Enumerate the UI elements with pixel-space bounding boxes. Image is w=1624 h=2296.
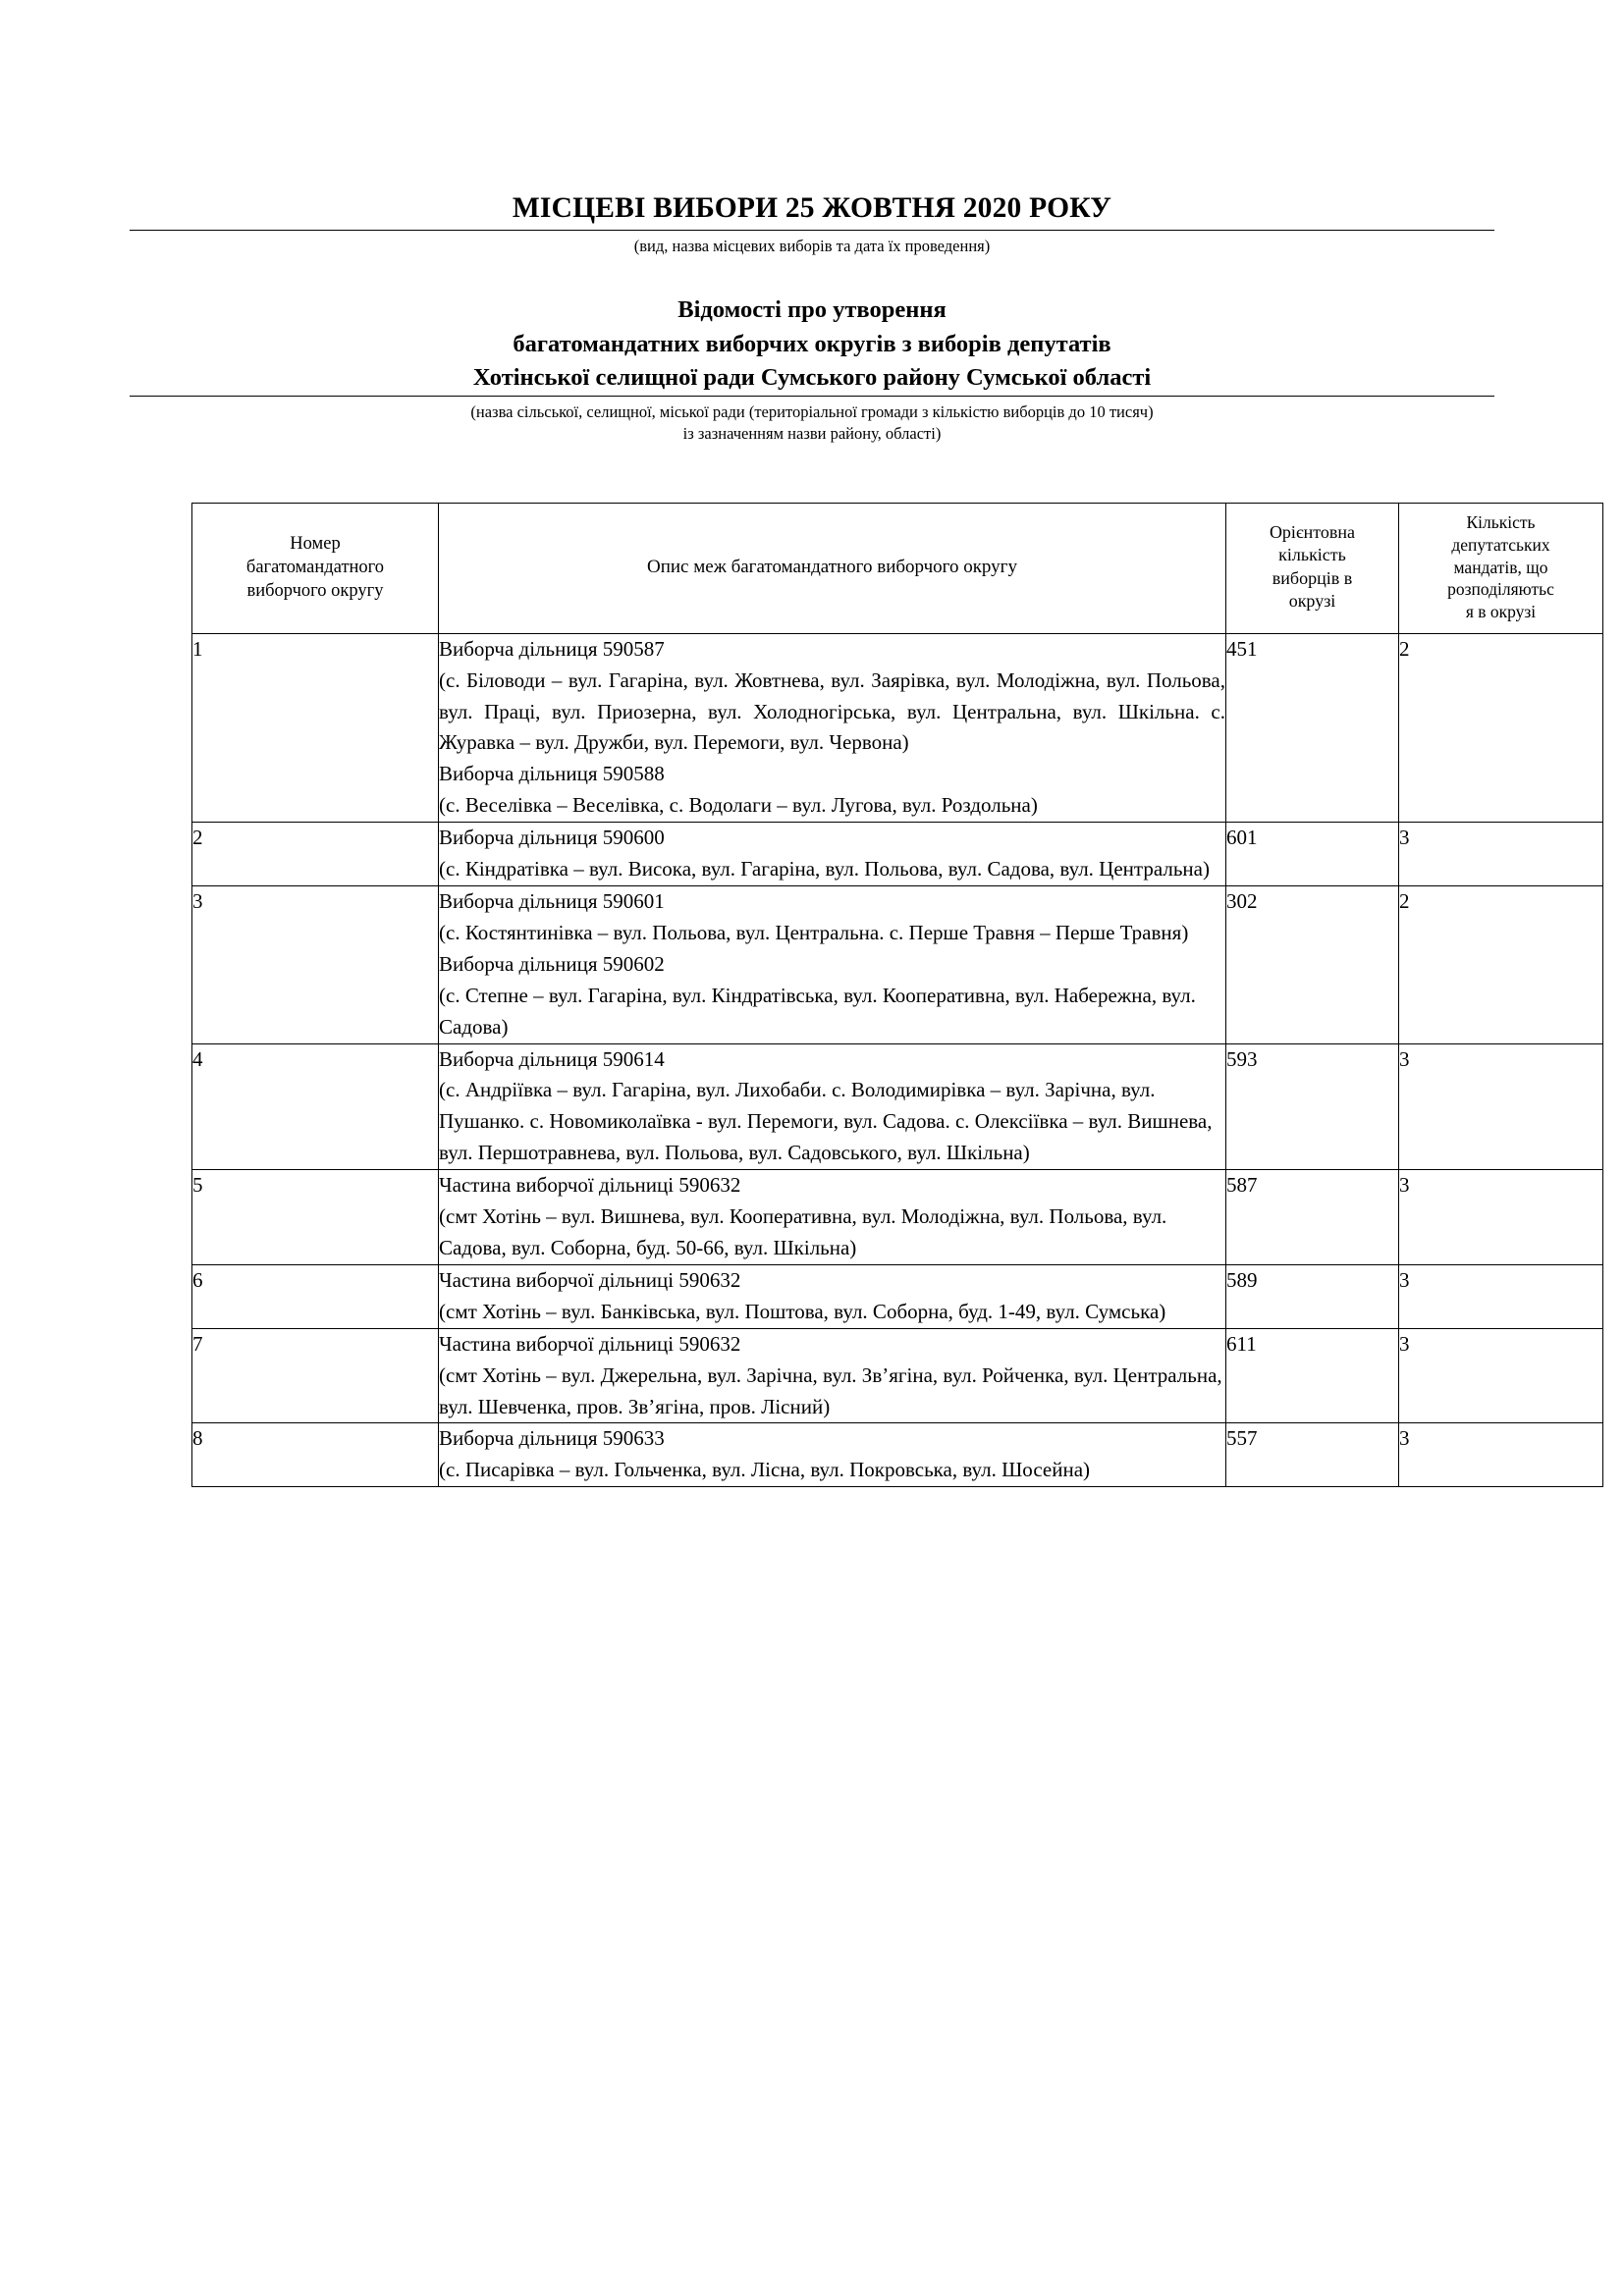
subtitle-line-3: Хотінської селищної ради Сумського району Сумської області bbox=[472, 364, 1152, 392]
description-paragraph: Виборча дільниця 590602 bbox=[439, 951, 665, 976]
cell-mandate-count: 3 bbox=[1399, 1043, 1603, 1170]
col-header-voters-l1: Орієнтовна bbox=[1269, 522, 1356, 543]
table-row bbox=[192, 1043, 1603, 1170]
description-paragraph: (с. Андріївка – вул. Гагаріна, вул. Лихобаби. с. Володимирівка – вул. Зарічна, вул. Пушанко. с. Новомиколаївка - вул. Перемоги, вул. Садова. с. Олексіївка – вул. Вишнева, вул. Першотравнева, вул. Польова, вул. Садовського, вул. Шкільна) bbox=[439, 1078, 1213, 1165]
cell-mandate-count: 3 bbox=[1399, 1170, 1603, 1265]
description-paragraph: (с. Писарівка – вул. Гольченка, вул. Лісна, вул. Покровська, вул. Шосейна) bbox=[439, 1458, 1091, 1482]
table-row bbox=[192, 1264, 1603, 1328]
title-caption: (вид, назва місцевих виборів та дата їх проведення) bbox=[633, 236, 991, 255]
table-row bbox=[192, 823, 1603, 886]
table-header bbox=[192, 504, 1603, 634]
description-paragraph: (с. Біловоди – вул. Гагаріна, вул. Жовтнева, вул. Заярівка, вул. Молодіжна, вул. Польова, вул. Праці, вул. Приозерна, вул. Холодногірська, вул. Центральна, вул. Шкільна. с. Журавка – вул. Дружби, вул. Перемоги, вул. Червона) bbox=[439, 667, 1225, 755]
cell-voter-count: 589 bbox=[1226, 1264, 1399, 1328]
cell-okrug-description bbox=[439, 1043, 1226, 1170]
cell-okrug-number: 6 bbox=[192, 1264, 439, 1328]
col-header-voters-l4: окрузі bbox=[1288, 591, 1336, 612]
subtitle-line-2: багатомандатних виборчих округів з виборів депутатів bbox=[513, 330, 1111, 357]
subtitle-caption bbox=[130, 397, 1494, 445]
col-header-number bbox=[192, 504, 439, 634]
description-paragraph: (с. Степне – вул. Гагаріна, вул. Кіндратівська, вул. Кооперативна, вул. Набережна, вул. Садова) bbox=[439, 983, 1196, 1039]
table-body bbox=[192, 633, 1603, 1486]
cell-okrug-description bbox=[439, 1264, 1226, 1328]
cell-mandate-count: 3 bbox=[1399, 1423, 1603, 1487]
description-paragraph: Частина виборчої дільниці 590632 bbox=[439, 1267, 741, 1292]
col-header-mandates-l2: депутатських bbox=[1451, 534, 1550, 555]
table-row bbox=[192, 1170, 1603, 1265]
cell-voter-count: 451 bbox=[1226, 633, 1399, 822]
description-paragraph: Виборча дільниця 590633 bbox=[439, 1426, 665, 1451]
cell-okrug-number: 7 bbox=[192, 1328, 439, 1423]
cell-voter-count: 587 bbox=[1226, 1170, 1399, 1265]
cell-okrug-number: 4 bbox=[192, 1043, 439, 1170]
cell-mandate-count: 3 bbox=[1399, 823, 1603, 886]
col-header-number-l3: виборчого округу bbox=[246, 580, 384, 601]
cell-okrug-number: 2 bbox=[192, 823, 439, 886]
description-paragraph: Виборча дільниця 590601 bbox=[439, 889, 665, 913]
okrug-table bbox=[191, 503, 1603, 1487]
cell-mandate-count: 2 bbox=[1399, 886, 1603, 1044]
subtitle-caption-line-1: (назва сільської, селищної, міської ради (територіальної громади з кількістю виборців до 10 тисяч) bbox=[470, 402, 1154, 422]
table-header-row bbox=[192, 504, 1603, 634]
cell-voter-count: 557 bbox=[1226, 1423, 1399, 1487]
subtitle-caption-line-2: із зазначенням назви району, області) bbox=[682, 423, 942, 443]
cell-okrug-description bbox=[439, 886, 1226, 1044]
cell-mandate-count: 3 bbox=[1399, 1328, 1603, 1423]
cell-voter-count: 601 bbox=[1226, 823, 1399, 886]
description-paragraph: Виборча дільниця 590600 bbox=[439, 826, 665, 850]
col-header-voters-l3: виборців в bbox=[1272, 567, 1353, 588]
col-header-mandates-l3: мандатів, що bbox=[1453, 557, 1548, 577]
description-paragraph: (смт Хотінь – вул. Банківська, вул. Поштова, вул. Соборна, буд. 1-49, вул. Сумська) bbox=[439, 1299, 1166, 1323]
subtitle-line-1: Відомості про утворення bbox=[677, 295, 947, 323]
description-paragraph: Виборча дільниця 590587 bbox=[439, 636, 665, 661]
table-row bbox=[192, 1328, 1603, 1423]
table-row bbox=[192, 633, 1603, 822]
col-header-mandates-l4: розподіляютьс bbox=[1447, 579, 1554, 600]
col-header-mandates bbox=[1399, 504, 1603, 634]
cell-okrug-number: 3 bbox=[192, 886, 439, 1044]
col-header-mandates-l1: Кількість bbox=[1466, 512, 1536, 532]
cell-voter-count: 611 bbox=[1226, 1328, 1399, 1423]
col-header-voters bbox=[1226, 504, 1399, 634]
table-row bbox=[192, 886, 1603, 1044]
cell-okrug-description bbox=[439, 823, 1226, 886]
description-paragraph: Виборча дільниця 590614 bbox=[439, 1046, 665, 1071]
okrug-table-wrap bbox=[191, 503, 1554, 1487]
col-header-number-l2: багатомандатного bbox=[245, 557, 385, 577]
cell-okrug-description bbox=[439, 1170, 1226, 1265]
page-title: МІСЦЕВІ ВИБОРИ 25 ЖОВТНЯ 2020 РОКУ bbox=[512, 192, 1112, 224]
description-paragraph: (смт Хотінь – вул. Джерельна, вул. Зарічна, вул. Зв’ягіна, вул. Ройченка, вул. Центральна, вул. Шевченка, пров. Зв’ягіна, пров. Лісний) bbox=[439, 1362, 1222, 1418]
description-paragraph: Частина виборчої дільниці 590632 bbox=[439, 1173, 741, 1198]
cell-okrug-number: 5 bbox=[192, 1170, 439, 1265]
description-paragraph: (с. Кіндратівка – вул. Висока, вул. Гагаріна, вул. Польова, вул. Садова, вул. Центральна) bbox=[439, 857, 1210, 881]
cell-okrug-number: 8 bbox=[192, 1423, 439, 1487]
col-header-number-l1: Номер bbox=[290, 533, 341, 554]
cell-okrug-number: 1 bbox=[192, 633, 439, 822]
cell-voter-count: 593 bbox=[1226, 1043, 1399, 1170]
cell-okrug-description bbox=[439, 633, 1226, 822]
cell-okrug-description bbox=[439, 1423, 1226, 1487]
cell-mandate-count: 2 bbox=[1399, 633, 1603, 822]
col-header-description: Опис меж багатомандатного виборчого округу bbox=[439, 504, 1226, 634]
col-header-mandates-l5: я в окрузі bbox=[1465, 602, 1537, 621]
cell-mandate-count: 3 bbox=[1399, 1264, 1603, 1328]
description-paragraph: Виборча дільниця 590588 bbox=[439, 762, 665, 786]
description-paragraph: (смт Хотінь – вул. Вишнева, вул. Кооперативна, вул. Молодіжна, вул. Польова, вул. Садова, вул. Соборна, буд. 50-66, вул. Шкільна) bbox=[439, 1204, 1167, 1259]
cell-okrug-description bbox=[439, 1328, 1226, 1423]
description-paragraph: (с. Веселівка – Веселівка, с. Водолаги – вул. Лугова, вул. Роздольна) bbox=[439, 793, 1038, 818]
cell-voter-count: 302 bbox=[1226, 886, 1399, 1044]
document-header bbox=[130, 0, 1494, 256]
subtitle-block bbox=[130, 256, 1494, 397]
col-header-voters-l2: кількість bbox=[1278, 545, 1346, 565]
description-paragraph: (с. Костянтинівка – вул. Польова, вул. Центральна. с. Перше Травня – Перше Травня) bbox=[439, 920, 1189, 944]
table-row bbox=[192, 1423, 1603, 1487]
description-paragraph: Частина виборчої дільниці 590632 bbox=[439, 1331, 741, 1356]
